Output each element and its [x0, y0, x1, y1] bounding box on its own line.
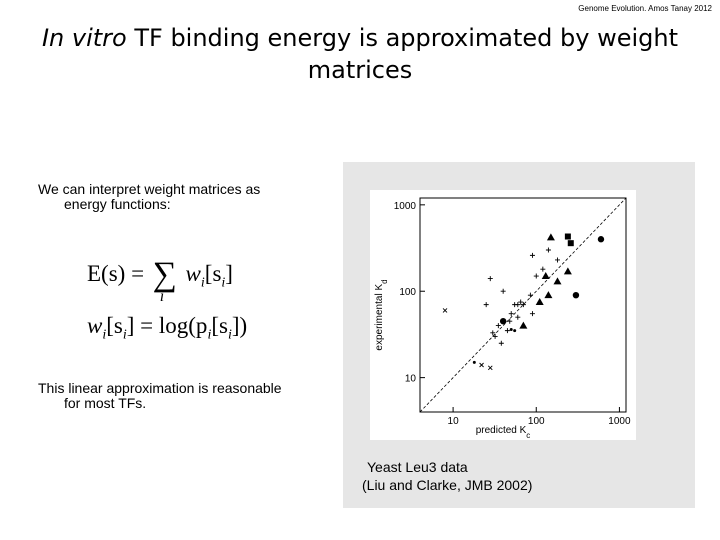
data-point-plus	[501, 289, 506, 294]
data-point-triangle	[547, 233, 555, 240]
data-point-triangle	[536, 298, 544, 305]
sum-symbol: ∑	[152, 256, 177, 293]
data-point-square	[565, 234, 571, 240]
x-tick-label: 100	[527, 416, 545, 427]
data-point-circle	[573, 292, 579, 298]
eq2-arg-sub: i	[122, 327, 127, 343]
slide-title	[40, 22, 680, 86]
data-point-triangle	[564, 267, 572, 274]
data-point-plus	[528, 293, 533, 298]
title-rest: TF binding energy is approximated by weight	[126, 24, 679, 52]
title-italic: In vitro	[41, 24, 127, 52]
eq2-mid: ] = log(p	[126, 313, 208, 338]
eq1-arg: [s	[204, 261, 222, 286]
data-point-plus	[493, 334, 498, 339]
para2-line2: for most TFs.	[64, 395, 147, 411]
y-tick-label: 10	[404, 373, 416, 385]
eq2-w: w	[87, 313, 103, 338]
caption-line2: (Liu and Clarke, JMB 2002)	[362, 477, 533, 493]
data-point-small	[510, 328, 513, 331]
eq2-p-sub: i	[207, 327, 212, 343]
data-point-triangle	[542, 272, 550, 279]
data-point-x	[480, 363, 484, 367]
data-point-plus	[515, 302, 520, 307]
data-point-small	[473, 361, 476, 364]
data-point-small	[513, 329, 516, 332]
title-line2: matrices	[307, 56, 413, 84]
data-point-plus	[530, 311, 535, 316]
data-point-plus	[540, 267, 545, 272]
data-point-plus	[505, 328, 510, 333]
data-point-plus	[518, 300, 523, 305]
y-tick-label: 1000	[393, 200, 416, 212]
data-point-plus	[496, 323, 501, 328]
eq1-arg-sub: i	[221, 275, 226, 291]
data-point-circle	[500, 318, 506, 324]
para2-line1: This linear approximation is reasonable	[38, 380, 282, 396]
scatter-chart-svg	[370, 190, 636, 440]
data-point-x	[488, 366, 492, 370]
data-point-square	[568, 240, 574, 246]
data-point-triangle	[544, 291, 552, 298]
data-point-plus	[555, 257, 560, 262]
scatter-plot	[370, 190, 636, 440]
x-tick-label: 10	[447, 416, 459, 427]
eq1-w-sub: i	[200, 275, 205, 291]
chart-marks	[443, 233, 604, 369]
y-tick-label: 100	[399, 287, 416, 299]
data-point-plus	[488, 276, 493, 281]
header-note: Genome Evolution. Amos Tanay 2012	[578, 4, 712, 13]
eq1-lhs: E(s) =	[87, 261, 145, 286]
sum-index: i	[159, 288, 165, 305]
data-point-plus	[534, 274, 539, 279]
data-point-plus	[515, 315, 520, 320]
data-point-triangle	[519, 322, 527, 329]
data-point-plus	[546, 248, 551, 253]
caption-line1: Yeast Leu3 data	[367, 459, 468, 475]
chart-axes	[394, 198, 631, 427]
equation-weight	[87, 313, 247, 344]
eq2-w-sub: i	[102, 327, 107, 343]
x-axis-label: predicted $K_c$	[475, 425, 531, 440]
figure-caption	[362, 458, 532, 494]
eq1-close: ]	[225, 261, 233, 286]
eq1-w: w	[185, 261, 201, 286]
data-point-plus	[509, 311, 514, 316]
data-point-plus	[499, 341, 504, 346]
para1-line2: energy functions:	[64, 196, 171, 212]
data-point-triangle	[553, 277, 561, 284]
y-axis-label: experimental $K_d$	[374, 279, 389, 351]
data-point-plus	[484, 302, 489, 307]
para1-line1: We can interpret weight matrices as	[38, 181, 261, 197]
paragraph-energy	[38, 182, 260, 212]
eq2-arg: [s	[106, 313, 123, 338]
eq2-close: ])	[231, 313, 248, 338]
data-point-plus	[507, 319, 512, 324]
data-point-circle	[598, 236, 604, 242]
eq2-arg2-sub: i	[227, 327, 232, 343]
eq2-arg2: [s	[211, 313, 228, 338]
paragraph-approximation	[38, 381, 282, 411]
data-point-plus	[530, 253, 535, 258]
x-tick-label: 1000	[608, 416, 631, 427]
equation-energy	[87, 252, 233, 305]
data-point-x	[443, 308, 447, 312]
